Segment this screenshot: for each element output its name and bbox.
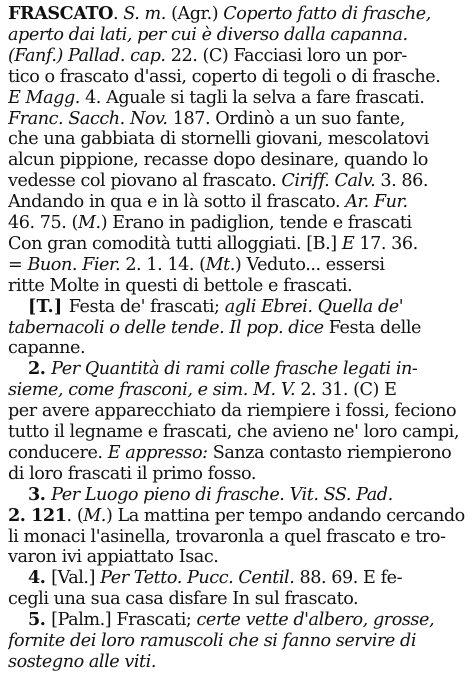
text-run: 3. 86. [375,171,429,192]
text-run: 5. [28,609,52,631]
text-run: (Agr.) [165,4,224,24]
text-run: Andando in qua e in là sotto il frascato. [8,192,346,213]
text-run: Buon. Fier. [27,254,121,275]
text-run: aperto dai lati, per cui è diverso dalla capanna. [8,24,408,45]
text-run: M. [77,213,101,233]
text-run: Festa de' frascati; [68,296,225,317]
text-run: sostegno alle viti. [8,651,156,672]
text-run: ) Erano in padiglion, tende e frascati [100,213,412,233]
text-run: agli Ebrei. Quella de' [224,296,404,317]
text-run: 2. [28,358,52,380]
text-run: E Magg. [8,87,80,108]
text-run: 187. Ordinò a un suo fante, [167,108,405,129]
text-run: Coperto fatto di frasche, [223,4,431,24]
text-run: varon ivi appiattato Isac. [8,547,219,568]
text-run: 3. [28,483,52,505]
text-run: . [112,4,124,24]
text-run: E [341,233,355,254]
text-run: Per Tetto. Pucc. Centil. [100,568,295,589]
text-run: 22. (C) Facciasi loro un por- [165,45,407,66]
text-run: tutto il legname e frascati, che avieno ne' loro campi, [8,422,459,442]
text-run: alcun pippione, recasse dopo desinare, quando lo [8,150,428,171]
text-run: E appresso: [107,442,208,463]
text-run: S. m. [123,4,166,24]
text-line [8,650,466,674]
text-run: 2. 31. (C) E [295,380,397,401]
text-run: [Palm.] Frascati; [51,610,197,631]
text-run: [T.] [28,295,69,317]
text-run: tabernacoli o delle tende. Il pop. dice [8,317,324,338]
text-run: per avere apparecchiato da riempiere i fossi, feciono [8,401,457,422]
text-run: li monaci l'asinella, trovaronla a quel frascato e tro- [8,526,446,547]
text-run: M. [83,505,106,526]
text-run: Ar. Fur. [345,192,408,213]
text-run: = [8,254,28,275]
text-run: fornite dei loro ramuscoli che si fanno servire di [8,631,416,651]
text-run: sieme, come frasconi, e sim. M. V. [8,380,296,401]
text-run: 2. 1. 14. ( [120,254,206,275]
text-run: Mt. [205,254,235,275]
text-run: . ( [66,505,84,526]
text-run: 4. Aguale si tagli la selva a fare frascati. [79,87,425,108]
text-run: 17. 36. [354,233,418,254]
text-run: 4. [28,567,52,589]
text-run: Per Luogo pieno di frasche. Vit. SS. Pad. [51,484,393,505]
text-run: vedesse col piovano al frascato. [8,171,282,192]
text-run: Ciriff. Calv. [281,171,376,192]
text-run: ritte Molte in questi di bettole e frascati. [8,275,353,296]
text-run: Sanza contasto riempierono [207,442,452,463]
text-run: FRASCATO [8,3,113,24]
text-run: Con gran comodità tutti alloggiati. [B.] [8,233,342,254]
text-run: [Val.] [51,568,101,589]
text-run: (Fanf.) Pallad. cap. [8,45,166,66]
text-run: ) La mattina per tempo andando cercando [105,505,465,526]
text-run: Franc. Sacch. Nov. [8,108,168,129]
text-run: Per Quantità di rami colle frasche legati in- [51,359,418,380]
text-run: cegli una sua casa disfare In sul frascato. [8,589,359,610]
text-run: di loro frascati il primo fosso. [8,463,257,484]
text-run: 88. 69. E fe- [294,568,403,589]
text-run: 46. 75. ( [8,213,78,233]
text-run: Festa delle [323,317,421,338]
text-run: ) Veduto... essersi [234,254,385,275]
text-run: capanne. [8,338,86,359]
text-run: certe vette d'albero, grosse, [196,610,435,631]
text-run: 2. 121 [8,504,67,526]
text-run: che una gabbiata di stornelli giovani, mescolatovi [8,129,429,150]
text-run: conducere. [8,442,108,463]
text-run: tico o frascato d'assi, coperto di tegoli o di frasche. [8,66,441,87]
